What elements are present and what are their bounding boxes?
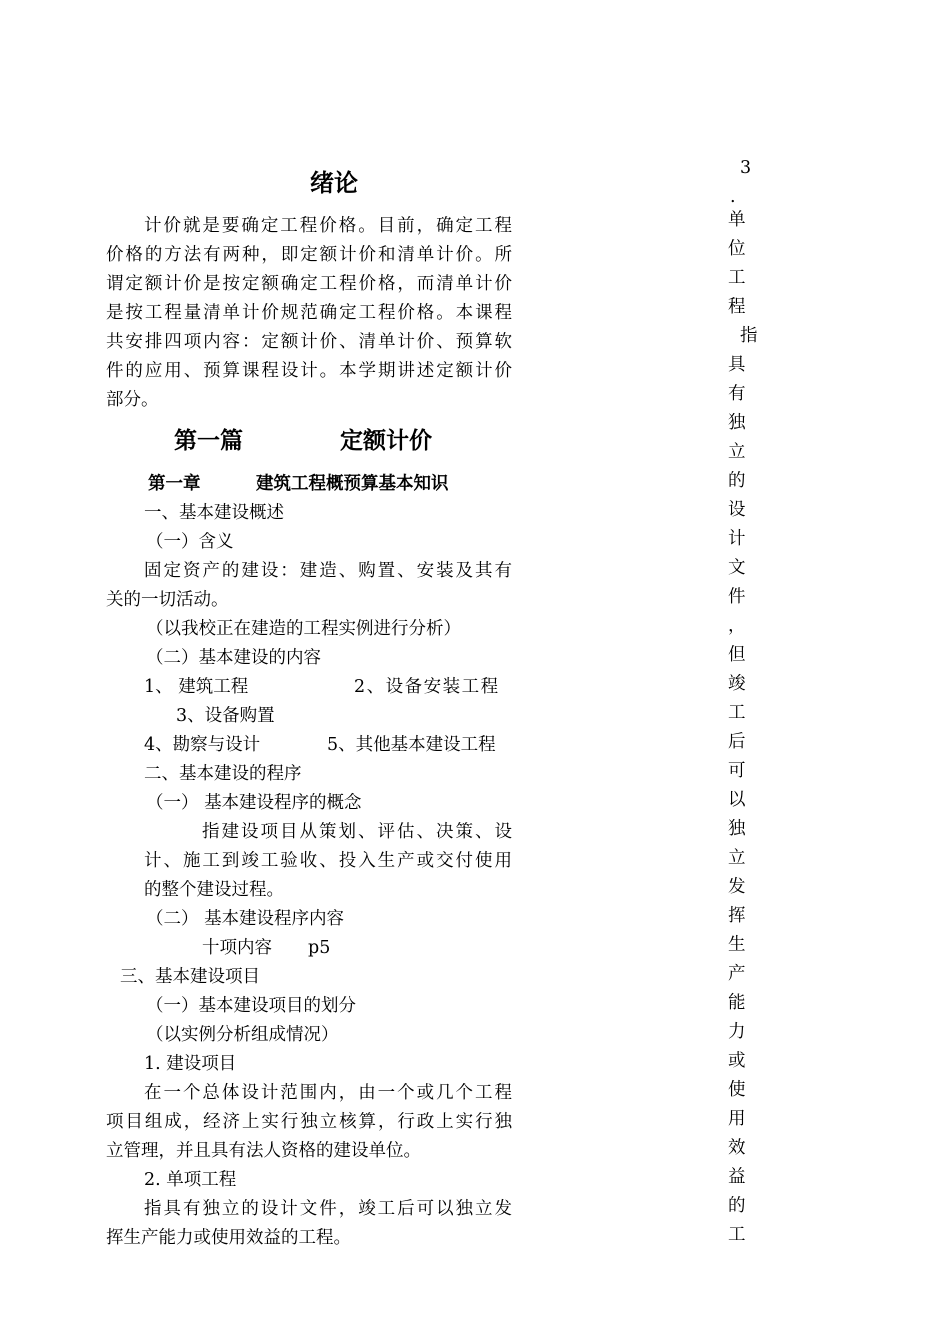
section-3-1-2-text: 挥生产能力或使用效益的工程。 (106, 1228, 351, 1248)
section-1-title: 一、基本建设概述 (144, 503, 284, 523)
intro-line: 价格的方法有两种，即定额计价和清单计价。所 (106, 245, 512, 265)
list-item: 3、设备购置 (176, 706, 275, 726)
vertical-char: 或 (728, 1051, 746, 1071)
section-2-2: （二） 基本建设程序内容 (146, 909, 345, 929)
vertical-char: 可 (728, 761, 746, 781)
intro-line: 部分。 (106, 390, 159, 410)
vertical-char: 立 (728, 848, 746, 868)
section-2-title: 二、基本建设的程序 (144, 764, 302, 784)
intro-line: 共安排四项内容：定额计价、清单计价、预算软 (106, 332, 512, 352)
section-3-1-1: 1. 建设项目 (144, 1054, 237, 1074)
section-2-1-text: 计、施工到竣工验收、投入生产或交付使用 (144, 851, 512, 871)
section-2-1-text: 的整个建设过程。 (144, 880, 284, 900)
vertical-char: 力 (728, 1022, 746, 1042)
vertical-char: 具 (728, 355, 746, 375)
part-number: 第一篇 (174, 427, 243, 454)
section-3-1: （一）基本建设项目的划分 (146, 996, 356, 1016)
list-item: 1、 建筑工程 (144, 677, 249, 697)
vertical-char: 以 (728, 790, 746, 810)
vertical-char: 后 (728, 732, 746, 752)
section-3-1-1-text: 在一个总体设计范围内，由一个或几个工程 (144, 1083, 512, 1103)
vertical-char: 独 (728, 413, 746, 433)
page-reference: p5 (308, 938, 331, 958)
section-3-1-2: 2. 单项工程 (144, 1170, 237, 1190)
list-item: 5、其他基本建设工程 (327, 735, 496, 755)
vertical-char: 工 (728, 703, 746, 723)
intro-line: 谓定额计价是按定额确定工程价格，而清单计价 (106, 274, 512, 294)
vertical-char: 设 (728, 500, 746, 520)
vertical-char: 产 (728, 964, 746, 984)
vertical-char: 挥 (728, 906, 746, 926)
vertical-char: 立 (728, 442, 746, 462)
intro-line: 计价就是要确定工程价格。目前，确定工程 (144, 216, 512, 236)
vertical-char: 工 (728, 1225, 746, 1245)
vertical-char: 程 (728, 297, 746, 317)
section-1-2: （二）基本建设的内容 (146, 648, 321, 668)
intro-heading: 绪论 (310, 168, 358, 197)
vertical-char: 发 (728, 877, 746, 897)
vertical-char: 3 (740, 158, 752, 178)
vertical-char: 工 (728, 268, 746, 288)
section-3-title: 三、基本建设项目 (120, 967, 260, 987)
vertical-char: 使 (728, 1080, 746, 1100)
vertical-char: 有 (728, 384, 746, 404)
chapter-number: 第一章 (148, 474, 201, 494)
vertical-char: 件 (728, 587, 746, 607)
vertical-char: 但 (728, 645, 746, 665)
vertical-char: 计 (728, 529, 746, 549)
vertical-char: 单 (728, 210, 746, 230)
vertical-char: 竣 (728, 674, 746, 694)
vertical-char: 益 (728, 1167, 746, 1187)
vertical-char: 的 (728, 1196, 746, 1216)
section-1-1: （一）含义 (146, 532, 234, 552)
intro-line: 是按工程量清单计价规范确定工程价格。本课程 (106, 303, 512, 323)
vertical-char: 文 (728, 558, 746, 578)
section-2-1-text: 指建设项目从策划、评估、决策、设 (202, 822, 512, 842)
vertical-char: 能 (728, 993, 746, 1013)
section-2-1: （一） 基本建设程序的概念 (146, 793, 362, 813)
vertical-char: ， (728, 616, 746, 636)
intro-line: 件的应用、预算课程设计。本学期讲述定额计价 (106, 361, 512, 381)
list-item: 4、勘察与设计 (144, 735, 261, 755)
part-title: 定额计价 (340, 427, 432, 454)
vertical-char: 独 (728, 819, 746, 839)
vertical-char: 位 (728, 239, 746, 259)
vertical-char: 指 (740, 326, 758, 346)
vertical-char: 的 (728, 471, 746, 491)
vertical-char: 效 (728, 1138, 746, 1158)
section-3-1-note: （以实例分析组成情况） (146, 1025, 339, 1045)
vertical-char: 用 (728, 1109, 746, 1129)
chapter-title: 建筑工程概预算基本知识 (256, 474, 449, 494)
section-3-1-1-text: 项目组成，经济上实行独立核算，行政上实行独 (106, 1112, 512, 1132)
list-item: 2、设备安装工程 (354, 677, 500, 697)
section-1-1-def: 固定资产的建设：建造、购置、安装及其有 (144, 561, 512, 581)
section-3-1-1-text: 立管理，并且具有法人资格的建设单位。 (106, 1141, 421, 1161)
section-1-1-def: 关的一切活动。 (106, 590, 229, 610)
section-1-1-note: （以我校正在建造的工程实例进行分析） (146, 619, 461, 639)
vertical-char: . (730, 187, 736, 207)
vertical-char: 生 (728, 935, 746, 955)
section-2-2-detail: 十项内容 (202, 938, 272, 958)
section-3-1-2-text: 指具有独立的设计文件，竣工后可以独立发 (144, 1199, 512, 1219)
